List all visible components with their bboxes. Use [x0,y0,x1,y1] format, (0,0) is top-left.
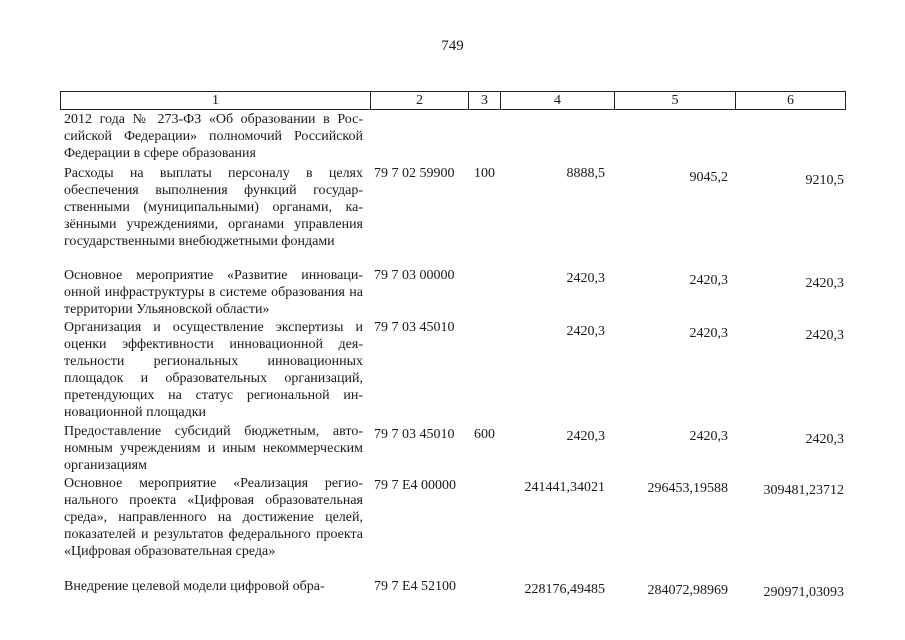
row-value-col6: 290971,03093 [763,585,844,600]
row-code: 79 7 02 59900 [374,166,455,181]
row-expense-type: 100 [474,166,495,181]
row-code: 79 7 03 45010 [374,320,455,335]
row-value-col5: 2420,3 [689,273,728,288]
header-col-4: 4 [500,92,614,109]
row-value-col4: 2420,3 [566,271,605,286]
row-description: Расходы на выплаты персоналу в целях обеспечения выполнения функций государственными (муниципальными) органами, казёнными учреждениями, органами управления государственными внебюджетными фондами [64,166,363,249]
header-col-3: 3 [468,92,500,109]
row-description: 2012 года № 273-ФЗ «Об образовании в Российской Федерации» полномочий Российской Федерации в сфере образования [64,112,363,161]
row-expense-type: 600 [474,427,495,442]
row-description: Предоставление субсидий бюджетным, автономным учреждениям и иным некоммерческим организациям [64,424,363,473]
table-header [60,91,846,110]
row-description: Внедрение целевой модели цифровой обра- [64,579,325,594]
row-value-col5: 2420,3 [689,326,728,341]
row-code: 79 7 E4 52100 [374,579,457,594]
page-number: 749 [441,38,464,54]
row-value-col5: 9045,2 [689,170,728,185]
row-value-col4: 8888,5 [566,166,605,181]
row-value-col5: 284072,98969 [647,583,728,598]
header-col-1: 1 [212,93,219,108]
row-value-col4: 241441,34021 [524,480,605,495]
row-value-col4: 228176,49485 [524,582,605,597]
row-value-col6: 2420,3 [805,328,844,343]
row-code: 79 7 03 00000 [374,268,455,283]
row-code: 79 7 E4 00000 [374,478,457,493]
row-description: Организация и осуществление экспертизы и оценки эффективности инновационной деятельности региональных инновационных площадок и образовательных организаций, претендующих на статус региональной инновационной площадки [64,320,363,420]
header-col-2: 2 [370,92,468,109]
header-col-6: 6 [735,92,845,109]
row-value-col6: 2420,3 [805,276,844,291]
row-code: 79 7 03 45010 [374,427,455,442]
row-value-col5: 2420,3 [689,429,728,444]
row-value-col6: 2420,3 [805,432,844,447]
row-value-col6: 309481,23712 [763,483,844,498]
row-description: Основное мероприятие «Реализация регионального проекта «Цифровая образовательная среда», направленного на достижение целей, показателей и результатов федерального проекта «Цифровая образовательная среда» [64,476,363,559]
row-description: Основное мероприятие «Развитие инновационной инфраструктуры в системе образования на территории Ульяновской области» [64,268,363,317]
row-value-col4: 2420,3 [566,429,605,444]
row-value-col5: 296453,19588 [647,481,728,496]
row-value-col4: 2420,3 [566,324,605,339]
header-col-5: 5 [614,92,735,109]
row-value-col6: 9210,5 [805,173,844,188]
